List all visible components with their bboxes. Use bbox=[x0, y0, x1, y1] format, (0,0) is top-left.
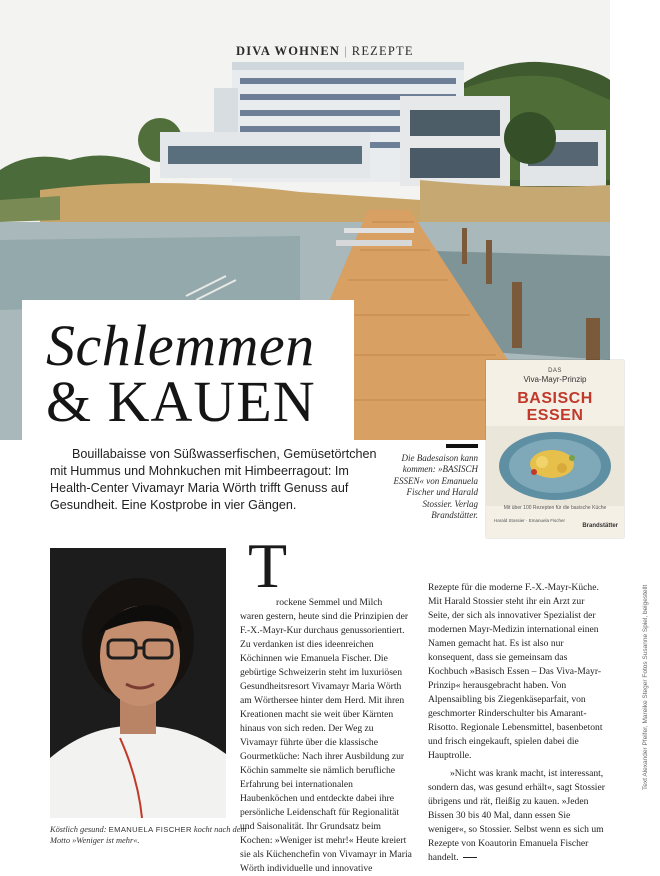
book-publisher: Brandstätter bbox=[582, 523, 618, 529]
book-authors: Harald Stossier · Emanuela Fischer bbox=[494, 518, 566, 523]
portrait-photo bbox=[50, 548, 226, 818]
portrait-caption-suffix: kocht nach dem Motto »Weniger ist mehr«. bbox=[50, 825, 247, 845]
end-mark bbox=[463, 857, 477, 858]
magazine-section-label: DIVA WOHNEN bbox=[236, 44, 341, 58]
book-top-label: DAS bbox=[548, 368, 562, 374]
book-caption-text: Die Badesaison kann kommen: »BASISCH ESSEN« von Emanuela Fischer und Harald Stossier. Verlag Brandstätter. bbox=[393, 453, 478, 521]
photo-credit: Text Alexander Pfeifer, Mareike Steger Fotos Susanne Spiel, beigestellt bbox=[642, 584, 649, 790]
body-column-1 bbox=[240, 596, 412, 876]
drop-cap: T bbox=[248, 530, 288, 601]
headline-line-1: Schlemmen bbox=[46, 313, 315, 378]
book-cover bbox=[486, 360, 624, 538]
body-column-1-text: waren gestern, heute sind die Prinzipien der F.-X.-Mayr-Kur durchaus genussorientiert. Zu verdanken ist dies ideenreichen Köchinnen wie Emanuela Fischer. Die gebürtige Schweizerin steht im luxuriösen Gesundheitsresort Vivamayr Maria Wörth am Wörthersee hinter dem Herd. Mit ihren Kreationen macht sie weit über Kärnten hinaus von sich reden. Der Weg zu Vivamayr führte über die klassische Gourmetküche: Nach ihrer Ausbildung zur Köchin sammelte sie nämlich berufliche Erfahrung bei internationalen Haubenköchen und entdeckte dabei ihre persönliche Leidenschaft für Regionalität und Saisonalität. Ihr Grundsatz beim Kochen: »Weniger ist mehr!« Heute kreiert sie als Küchenchefin von Vivamayr in Maria Wörth individuelle und innovative bbox=[240, 611, 412, 874]
book-caption bbox=[392, 444, 478, 521]
caption-bar bbox=[446, 444, 478, 448]
body-column-2-para-1: Rezepte für die moderne F.-X.-Mayr-Küche. Mit Harald Stossier steht ihr ein Arzt zur Seite, der sich als innovativer Spezialist der modernen Mayr-Medizin international einen Namen gemacht hat. Es ist also nur konsequent, dass sie gemeinsam das Kochbuch »Basisch Essen – Das Viva-Mayr-Prinzip« herausgebracht haben. Von Alpensaibling bis Ziegenkäseparfait, von geschmorter Rinderschulter bis Amarant-Risotto. Regionale Lebensmittel, basenbetont und frisch eingekauft, spielen dabei die Hauptrolle. bbox=[428, 582, 603, 761]
body-column-2 bbox=[428, 581, 608, 865]
lead-text: Bouillabaisse von Süßwasserfischen, Gemüsetörtchen mit Hummus und Mohnkuchen mit Himbeerragout: Im Health-Center Vivamayr Maria Wörth trifft Genuss auf Gesundheit. Eine Kostprobe in vier Gängen. bbox=[50, 447, 377, 512]
book-subtitle: Mit über 100 Rezepten für die basische Küche bbox=[503, 505, 607, 511]
body-first-line: rockene Semmel und Milch bbox=[276, 597, 383, 608]
body-column-2-para-2-text: »Nicht was krank macht, ist interessant, sondern das, was gesund erhält«, sagt Stossier übrigens und rät, fleißig zu kauen. »Jeden Bissen 30 bis 40 Mal, dann essen Sie weniger«, so Stossier. Selbst wenn es sich um Rezepte von Koautorin Emanuela Fischer handelt. bbox=[428, 768, 605, 863]
book-brand: Viva-Mayr-Prinzip bbox=[523, 375, 587, 384]
book-title-line-1: BASISCH bbox=[517, 390, 593, 407]
body-column-2-para-2 bbox=[428, 767, 608, 865]
portrait-caption-prefix: Köstlich gesund: bbox=[50, 825, 109, 834]
portrait-caption-name: EMANUELA FISCHER bbox=[108, 825, 192, 834]
category-label: REZEPTE bbox=[351, 44, 414, 58]
headline-line-2: & KAUEN bbox=[46, 369, 316, 434]
book-title-line-2: ESSEN bbox=[526, 407, 584, 424]
book-dish-illustration bbox=[486, 426, 624, 506]
section-header: DIVA WOHNEN | REZEPTE bbox=[236, 44, 414, 58]
lead-paragraph bbox=[50, 446, 385, 514]
portrait-caption bbox=[50, 824, 250, 846]
